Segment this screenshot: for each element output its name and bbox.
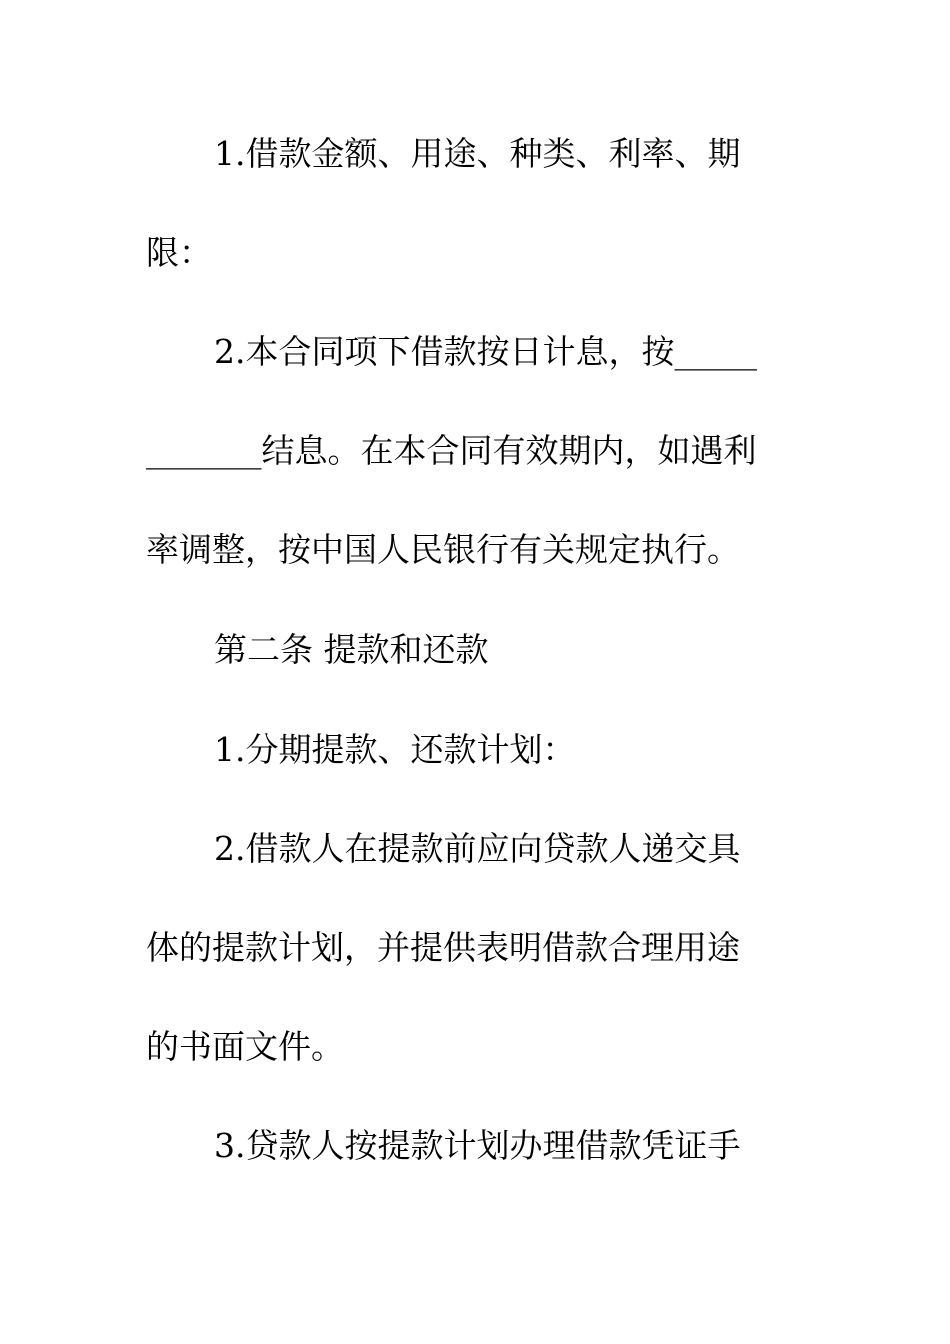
paragraph-line: 体的提款计划，并提供表明借款合理用途: [146, 928, 740, 967]
paragraph-line: _______结息。在本合同有效期内，如遇利: [146, 431, 757, 470]
paragraph-line: 3.贷款人按提款计划办理借款凭证手: [214, 1126, 741, 1165]
paragraph-line: 1.借款金额、用途、种类、利率、期: [214, 134, 741, 173]
paragraph-line: 2.借款人在提款前应向贷款人递交具: [214, 829, 741, 868]
paragraph-line: 限：: [146, 233, 212, 272]
paragraph-line: 2.本合同项下借款按日计息，按_____: [214, 332, 757, 371]
section-heading: 第二条 提款和还款: [214, 630, 489, 669]
paragraph-line: 1.分期提款、还款计划：: [214, 730, 576, 769]
paragraph-line: 率调整，按中国人民银行有关规定执行。: [146, 530, 740, 569]
paragraph-line: 的书面文件。: [146, 1027, 344, 1066]
